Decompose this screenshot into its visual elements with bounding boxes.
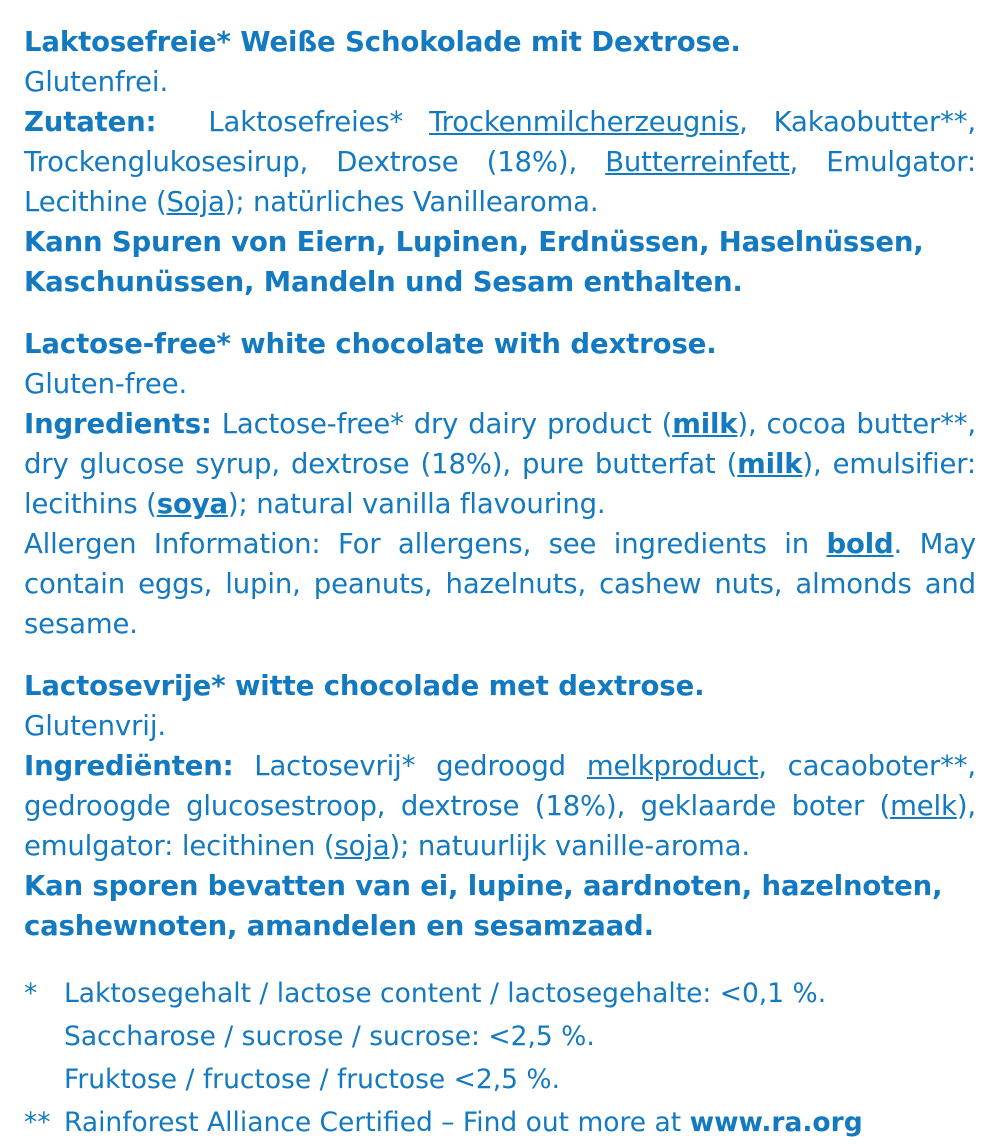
footnotes [24, 972, 976, 1144]
rainforest-alliance-link[interactable]: www.ra.org [689, 1107, 863, 1138]
may-contain-nl: Kan sporen bevatten van ei, lupine, aardnoten, hazelnoten, cashewnoten, amandelen en sesamzaad. [24, 870, 943, 942]
footnote-mark-empty [24, 1015, 64, 1058]
footnote-single-asterisk [24, 972, 976, 1015]
footnote-line: Fruktose / fructose / fructose <2,5 %. [64, 1064, 561, 1095]
footnote-line: Saccharose / sucrose / sucrose: <2,5 %. [64, 1021, 595, 1052]
footnote-double-asterisk [24, 1101, 976, 1144]
section-dutch [24, 666, 976, 946]
subline-de: Glutenfrei. [24, 66, 169, 98]
footnote-line-row [24, 1058, 976, 1101]
headline-en: Lactose-free* white chocolate with dextrose. [24, 328, 717, 360]
ingredients-en: Ingredients: Lactose-free* dry dairy product (milk), cocoa butter**, dry glucose syrup, dextrose (18%), pure butterfat (milk), emulsifier: lecithins (soya); natural vanilla flavouring. [24, 408, 976, 520]
may-contain-de: Kann Spuren von Eiern, Lupinen, Erdnüssen, Haselnüssen, Kaschunüssen, Mandeln und Sesam enthalten. [24, 226, 924, 298]
headline-de: Laktosefreie* Weiße Schokolade mit Dextrose. [24, 26, 741, 58]
footnote-mark: * [24, 978, 38, 1009]
footnote-line [64, 1101, 976, 1144]
footnote-line: Laktosegehalt / lactose content / lactosegehalte: <0,1 %. [64, 978, 827, 1009]
footnote-mark: ** [24, 1107, 51, 1138]
headline-nl: Lactosevrije* witte chocolade met dextrose. [24, 670, 705, 702]
ingredients-nl: Ingrediënten: Lactosevrij* gedroogd melkproduct, cacaoboter**, gedroogde glucosestroop, dextrose (18%), geklaarde boter (melk), emulgator: lecithinen (soja); natuurlijk vanille-aroma. [24, 750, 976, 862]
ingredients-de: Zutaten: Laktosefreies* Trockenmilcherzeugnis, Kakaobutter**, Trockenglukosesirup, Dextrose (18%), Butterreinfett, Emulgator: Lecithine (Soja); natürliches Vanillearoma. [24, 106, 977, 218]
section-german [24, 22, 976, 302]
footnote-mark-empty [24, 1058, 64, 1101]
ingredients-label-de: Zutaten: [24, 106, 157, 138]
section-english [24, 324, 976, 644]
ingredients-label-en: Ingredients: [24, 408, 212, 440]
subline-en: Gluten-free. [24, 368, 188, 400]
subline-nl: Glutenvrij. [24, 710, 167, 742]
allergen-info-en: Allergen Information: For allergens, see ingredients in bold. May contain eggs, lupin, peanuts, hazelnuts, cashew nuts, almonds and sesame. [24, 528, 976, 640]
footnote-line-row [24, 1015, 976, 1058]
ingredients-label-nl: Ingrediënten: [24, 750, 234, 782]
footnote-text: Rainforest Alliance Certified – Find out more at [64, 1107, 690, 1138]
